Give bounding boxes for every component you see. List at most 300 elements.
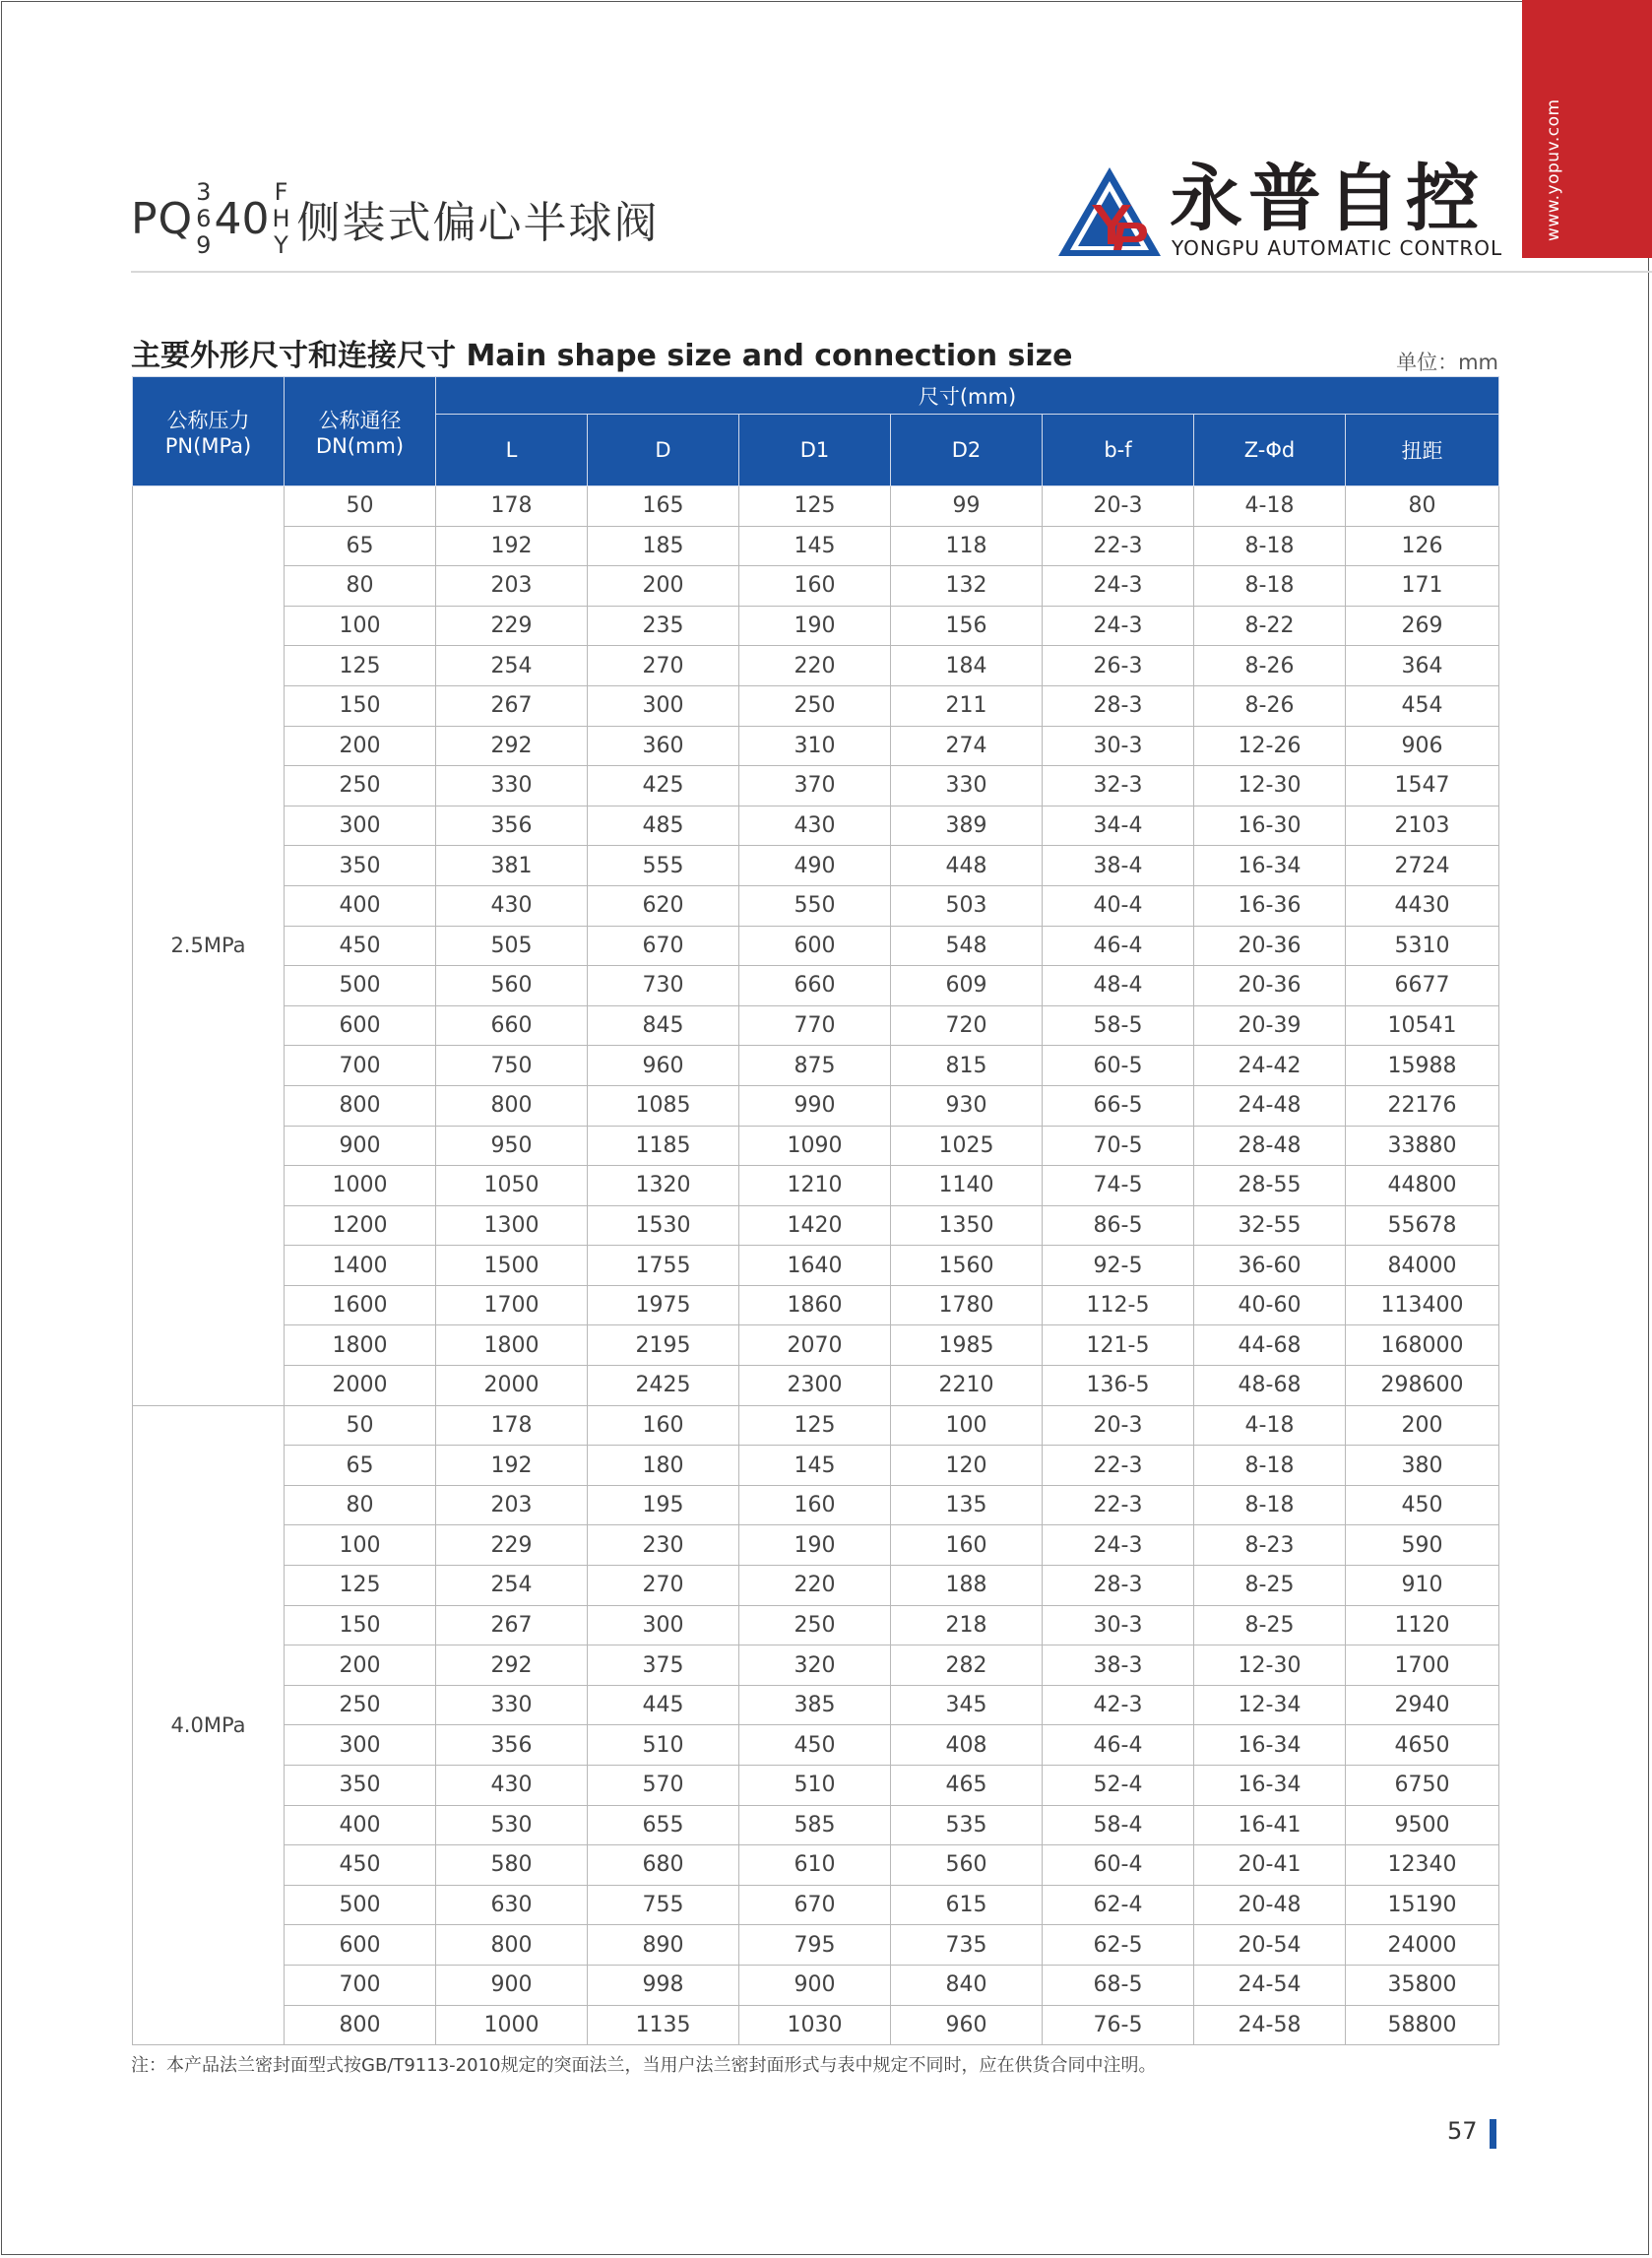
column-header: Z-Φd xyxy=(1194,415,1346,486)
table-cell: 270 xyxy=(588,646,739,686)
table-cell: 12340 xyxy=(1346,1845,1499,1886)
table-row xyxy=(133,806,1499,846)
table-cell: 20-48 xyxy=(1194,1885,1346,1925)
dn-cell: 300 xyxy=(285,806,436,846)
table-row xyxy=(133,1805,1499,1845)
table-cell: 8-22 xyxy=(1194,606,1346,646)
dn-cell: 450 xyxy=(285,926,436,966)
table-cell: 510 xyxy=(588,1725,739,1766)
pressure-cell: 2.5MPa xyxy=(133,486,285,1406)
table-cell: 755 xyxy=(588,1885,739,1925)
table-cell: 320 xyxy=(739,1645,891,1686)
table-cell: 220 xyxy=(739,1566,891,1606)
table-row xyxy=(133,726,1499,766)
table-cell: 8-18 xyxy=(1194,526,1346,566)
table-cell: 112-5 xyxy=(1043,1285,1194,1325)
table-cell: 126 xyxy=(1346,526,1499,566)
table-cell: 28-3 xyxy=(1043,1566,1194,1606)
table-cell: 229 xyxy=(436,1525,588,1566)
table-cell: 113400 xyxy=(1346,1285,1499,1325)
table-cell: 30-3 xyxy=(1043,1605,1194,1645)
dn-cell: 200 xyxy=(285,726,436,766)
table-cell: 381 xyxy=(436,846,588,886)
table-cell: 36-60 xyxy=(1194,1246,1346,1286)
table-cell: 2210 xyxy=(891,1366,1043,1406)
table-cell: 282 xyxy=(891,1645,1043,1686)
table-cell: 2070 xyxy=(739,1325,891,1366)
table-cell: 535 xyxy=(891,1805,1043,1845)
table-cell: 800 xyxy=(436,1925,588,1966)
table-cell: 560 xyxy=(891,1845,1043,1886)
table-cell: 1530 xyxy=(588,1205,739,1246)
table-cell: 292 xyxy=(436,726,588,766)
table-cell: 1975 xyxy=(588,1285,739,1325)
table-cell: 795 xyxy=(739,1925,891,1966)
table-cell: 875 xyxy=(739,1046,891,1086)
table-cell: 192 xyxy=(436,1446,588,1486)
table-cell: 2425 xyxy=(588,1366,739,1406)
table-cell: 660 xyxy=(436,1005,588,1046)
table-cell: 235 xyxy=(588,606,739,646)
table-cell: 156 xyxy=(891,606,1043,646)
dn-cell: 150 xyxy=(285,685,436,726)
table-cell: 8-23 xyxy=(1194,1525,1346,1566)
table-cell: 22176 xyxy=(1346,1085,1499,1126)
dn-cell: 500 xyxy=(285,1885,436,1925)
table-cell: 35800 xyxy=(1346,1965,1499,2005)
table-cell: 20-41 xyxy=(1194,1845,1346,1886)
dn-cell: 100 xyxy=(285,606,436,646)
table-row xyxy=(133,1246,1499,1286)
table-cell: 5310 xyxy=(1346,926,1499,966)
table-cell: 28-55 xyxy=(1194,1166,1346,1206)
table-cell: 33880 xyxy=(1346,1126,1499,1166)
table-cell: 171 xyxy=(1346,566,1499,607)
table-cell: 389 xyxy=(891,806,1043,846)
dn-cell: 1600 xyxy=(285,1285,436,1325)
table-cell: 8-25 xyxy=(1194,1566,1346,1606)
table-cell: 510 xyxy=(739,1766,891,1806)
table-cell: 192 xyxy=(436,526,588,566)
table-cell: 274 xyxy=(891,726,1043,766)
model-letter: Y xyxy=(274,230,288,259)
table-row xyxy=(133,1925,1499,1966)
table-cell: 2940 xyxy=(1346,1685,1499,1725)
table-cell: 8-25 xyxy=(1194,1605,1346,1645)
dn-cell: 800 xyxy=(285,2005,436,2045)
table-cell: 160 xyxy=(891,1525,1043,1566)
table-cell: 135 xyxy=(891,1485,1043,1525)
table-cell: 48-68 xyxy=(1194,1366,1346,1406)
table-cell: 188 xyxy=(891,1566,1043,1606)
table-cell: 2300 xyxy=(739,1366,891,1406)
table-cell: 1700 xyxy=(1346,1645,1499,1686)
table-cell: 750 xyxy=(436,1046,588,1086)
table-row xyxy=(133,1845,1499,1886)
table-row xyxy=(133,1605,1499,1645)
table-row xyxy=(133,606,1499,646)
table-row xyxy=(133,1126,1499,1166)
table-cell: 24-3 xyxy=(1043,1525,1194,1566)
table-row xyxy=(133,1205,1499,1246)
table-cell: 1300 xyxy=(436,1205,588,1246)
table-cell: 178 xyxy=(436,486,588,527)
table-cell: 32-3 xyxy=(1043,766,1194,806)
table-cell: 22-3 xyxy=(1043,1446,1194,1486)
table-cell: 450 xyxy=(1346,1485,1499,1525)
table-cell: 269 xyxy=(1346,606,1499,646)
table-cell: 16-34 xyxy=(1194,1725,1346,1766)
table-cell: 34-4 xyxy=(1043,806,1194,846)
table-row xyxy=(133,966,1499,1006)
table-cell: 60-4 xyxy=(1043,1845,1194,1886)
table-cell: 8-18 xyxy=(1194,566,1346,607)
table-cell: 1320 xyxy=(588,1166,739,1206)
table-cell: 720 xyxy=(891,1005,1043,1046)
table-row xyxy=(133,1685,1499,1725)
table-row xyxy=(133,1285,1499,1325)
section-title: 主要外形尺寸和连接尺寸 Main shape size and connection size xyxy=(131,339,1073,373)
dn-cell: 200 xyxy=(285,1645,436,1686)
table-cell: 229 xyxy=(436,606,588,646)
table-cell: 845 xyxy=(588,1005,739,1046)
footnote: 注：本产品法兰密封面型式按GB/T9113-2010规定的突面法兰，当用户法兰密封面形式与表中规定不同时，应在供货合同中注明。 xyxy=(131,2055,1157,2076)
table-cell: 125 xyxy=(739,486,891,527)
table-cell: 22-3 xyxy=(1043,526,1194,566)
table-cell: 345 xyxy=(891,1685,1043,1725)
header-dn-en: DN(mm) xyxy=(315,434,405,458)
table-cell: 44-68 xyxy=(1194,1325,1346,1366)
table-cell: 4430 xyxy=(1346,885,1499,926)
table-cell: 356 xyxy=(436,806,588,846)
table-cell: 145 xyxy=(739,1446,891,1486)
table-cell: 425 xyxy=(588,766,739,806)
table-cell: 530 xyxy=(436,1805,588,1845)
table-cell: 24-58 xyxy=(1194,2005,1346,2045)
header-divider xyxy=(131,271,1652,273)
pressure-cell: 4.0MPa xyxy=(133,1405,285,2045)
unit-label: 单位：mm xyxy=(1396,351,1498,374)
page-number-bar xyxy=(1490,2119,1496,2149)
table-cell: 380 xyxy=(1346,1446,1499,1486)
table-row xyxy=(133,1046,1499,1086)
table-cell: 24-42 xyxy=(1194,1046,1346,1086)
table-cell: 490 xyxy=(739,846,891,886)
page-number: 57 xyxy=(1447,2117,1478,2145)
table-cell: 580 xyxy=(436,1845,588,1886)
model-letter: F xyxy=(274,177,288,206)
table-cell: 375 xyxy=(588,1645,739,1686)
table-cell: 6677 xyxy=(1346,966,1499,1006)
table-cell: 58800 xyxy=(1346,2005,1499,2045)
table-row xyxy=(133,1005,1499,1046)
table-cell: 99 xyxy=(891,486,1043,527)
table-cell: 670 xyxy=(739,1885,891,1925)
table-cell: 203 xyxy=(436,566,588,607)
table-cell: 505 xyxy=(436,926,588,966)
table-cell: 92-5 xyxy=(1043,1246,1194,1286)
table-row xyxy=(133,1725,1499,1766)
model-digit: 6 xyxy=(196,204,212,232)
header-pn-cn: 公称压力 xyxy=(166,409,250,432)
table-cell: 200 xyxy=(1346,1405,1499,1446)
table-cell: 292 xyxy=(436,1645,588,1686)
table-cell: 12-34 xyxy=(1194,1685,1346,1725)
table-cell: 230 xyxy=(588,1525,739,1566)
table-cell: 998 xyxy=(588,1965,739,2005)
model-prefix: PQ xyxy=(131,193,194,244)
table-cell: 30-3 xyxy=(1043,726,1194,766)
dn-cell: 1000 xyxy=(285,1166,436,1206)
table-cell: 585 xyxy=(739,1805,891,1845)
table-cell: 24-3 xyxy=(1043,606,1194,646)
table-cell: 48-4 xyxy=(1043,966,1194,1006)
table-cell: 22-3 xyxy=(1043,1485,1194,1525)
table-cell: 203 xyxy=(436,1485,588,1525)
dn-cell: 80 xyxy=(285,1485,436,1525)
table-row xyxy=(133,1766,1499,1806)
dn-cell: 400 xyxy=(285,885,436,926)
dn-cell: 700 xyxy=(285,1046,436,1086)
dn-cell: 600 xyxy=(285,1005,436,1046)
table-cell: 160 xyxy=(739,566,891,607)
table-cell: 55678 xyxy=(1346,1205,1499,1246)
table-cell: 160 xyxy=(588,1405,739,1446)
website-url[interactable]: www.yopuv.com xyxy=(1544,98,1563,242)
table-cell: 910 xyxy=(1346,1566,1499,1606)
table-row xyxy=(133,1446,1499,1486)
column-header: D1 xyxy=(739,415,891,486)
dn-cell: 800 xyxy=(285,1085,436,1126)
table-cell: 24000 xyxy=(1346,1925,1499,1966)
table-cell: 430 xyxy=(739,806,891,846)
table-cell: 195 xyxy=(588,1485,739,1525)
table-cell: 20-39 xyxy=(1194,1005,1346,1046)
table-cell: 590 xyxy=(1346,1525,1499,1566)
dn-cell: 65 xyxy=(285,1446,436,1486)
header-dimensions: 尺寸(mm) xyxy=(436,377,1499,415)
table-cell: 44800 xyxy=(1346,1166,1499,1206)
table-cell: 12-30 xyxy=(1194,766,1346,806)
table-row xyxy=(133,486,1499,527)
table-cell: 615 xyxy=(891,1885,1043,1925)
table-cell: 890 xyxy=(588,1925,739,1966)
dn-cell: 150 xyxy=(285,1605,436,1645)
table-cell: 16-34 xyxy=(1194,846,1346,886)
table-cell: 40-4 xyxy=(1043,885,1194,926)
table-cell: 58-5 xyxy=(1043,1005,1194,1046)
model-digit: 3 xyxy=(196,177,212,206)
table-cell: 900 xyxy=(436,1965,588,2005)
table-cell: 84000 xyxy=(1346,1246,1499,1286)
table-cell: 211 xyxy=(891,685,1043,726)
table-cell: 132 xyxy=(891,566,1043,607)
table-cell: 52-4 xyxy=(1043,1766,1194,1806)
table-cell: 62-4 xyxy=(1043,1885,1194,1925)
dn-cell: 350 xyxy=(285,1766,436,1806)
dn-cell: 1800 xyxy=(285,1325,436,1366)
dn-cell: 100 xyxy=(285,1525,436,1566)
table-cell: 42-3 xyxy=(1043,1685,1194,1725)
header-pn xyxy=(133,377,285,486)
table-row xyxy=(133,1885,1499,1925)
table-cell: 2195 xyxy=(588,1325,739,1366)
table-cell: 960 xyxy=(588,1046,739,1086)
table-cell: 1700 xyxy=(436,1285,588,1325)
table-cell: 15988 xyxy=(1346,1046,1499,1086)
table-cell: 10541 xyxy=(1346,1005,1499,1046)
dn-cell: 500 xyxy=(285,966,436,1006)
table-cell: 1755 xyxy=(588,1246,739,1286)
table-cell: 1800 xyxy=(436,1325,588,1366)
table-cell: 1185 xyxy=(588,1126,739,1166)
table-cell: 121-5 xyxy=(1043,1325,1194,1366)
dn-cell: 900 xyxy=(285,1126,436,1166)
table-cell: 125 xyxy=(739,1405,891,1446)
table-cell: 298600 xyxy=(1346,1366,1499,1406)
table-cell: 2000 xyxy=(436,1366,588,1406)
table-row xyxy=(133,1085,1499,1126)
table-cell: 6750 xyxy=(1346,1766,1499,1806)
table-row xyxy=(133,1566,1499,1606)
table-cell: 4-18 xyxy=(1194,486,1346,527)
table-cell: 1420 xyxy=(739,1205,891,1246)
table-cell: 16-41 xyxy=(1194,1805,1346,1845)
table-row xyxy=(133,1485,1499,1525)
column-header: D xyxy=(588,415,739,486)
table-cell: 356 xyxy=(436,1725,588,1766)
table-cell: 360 xyxy=(588,726,739,766)
table-cell: 385 xyxy=(739,1685,891,1725)
table-cell: 16-36 xyxy=(1194,885,1346,926)
table-row xyxy=(133,646,1499,686)
table-cell: 190 xyxy=(739,606,891,646)
table-cell: 1135 xyxy=(588,2005,739,2045)
table-cell: 370 xyxy=(739,766,891,806)
table-cell: 1210 xyxy=(739,1166,891,1206)
table-cell: 20-54 xyxy=(1194,1925,1346,1966)
table-cell: 62-5 xyxy=(1043,1925,1194,1966)
table-cell: 28-48 xyxy=(1194,1126,1346,1166)
table-cell: 2103 xyxy=(1346,806,1499,846)
brand-logo-icon xyxy=(1056,165,1163,258)
table-cell: 548 xyxy=(891,926,1043,966)
table-cell: 178 xyxy=(436,1405,588,1446)
dn-cell: 600 xyxy=(285,1925,436,1966)
table-row xyxy=(133,1405,1499,1446)
table-cell: 1050 xyxy=(436,1166,588,1206)
table-cell: 660 xyxy=(739,966,891,1006)
table-cell: 15190 xyxy=(1346,1885,1499,1925)
table-cell: 1085 xyxy=(588,1085,739,1126)
table-cell: 330 xyxy=(436,766,588,806)
model-stack-letters xyxy=(272,179,289,259)
table-cell: 670 xyxy=(588,926,739,966)
table-cell: 1025 xyxy=(891,1126,1043,1166)
column-header: D2 xyxy=(891,415,1043,486)
table-cell: 185 xyxy=(588,526,739,566)
table-cell: 120 xyxy=(891,1446,1043,1486)
table-cell: 1500 xyxy=(436,1246,588,1286)
table-cell: 900 xyxy=(739,1965,891,2005)
table-cell: 465 xyxy=(891,1766,1043,1806)
table-cell: 145 xyxy=(739,526,891,566)
table-cell: 12-26 xyxy=(1194,726,1346,766)
table-cell: 815 xyxy=(891,1046,1043,1086)
table-cell: 555 xyxy=(588,846,739,886)
table-cell: 800 xyxy=(436,1085,588,1126)
table-row xyxy=(133,885,1499,926)
table-cell: 20-36 xyxy=(1194,966,1346,1006)
dn-cell: 400 xyxy=(285,1805,436,1845)
table-cell: 20-3 xyxy=(1043,1405,1194,1446)
table-cell: 950 xyxy=(436,1126,588,1166)
header-dn-cn: 公称通径 xyxy=(318,409,402,432)
table-cell: 254 xyxy=(436,1566,588,1606)
table-cell: 40-60 xyxy=(1194,1285,1346,1325)
table-cell: 550 xyxy=(739,885,891,926)
product-name: 侧装式偏心半球阀 xyxy=(296,198,660,248)
table-cell: 190 xyxy=(739,1525,891,1566)
table-cell: 735 xyxy=(891,1925,1043,1966)
table-cell: 960 xyxy=(891,2005,1043,2045)
dn-cell: 250 xyxy=(285,1685,436,1725)
table-cell: 76-5 xyxy=(1043,2005,1194,2045)
dimension-table xyxy=(132,376,1499,2045)
table-cell: 1860 xyxy=(739,1285,891,1325)
table-row xyxy=(133,566,1499,607)
table-cell: 38-4 xyxy=(1043,846,1194,886)
dn-cell: 50 xyxy=(285,1405,436,1446)
dn-cell: 125 xyxy=(285,646,436,686)
table-row xyxy=(133,846,1499,886)
table-cell: 28-3 xyxy=(1043,685,1194,726)
table-cell: 408 xyxy=(891,1725,1043,1766)
table-cell: 450 xyxy=(739,1725,891,1766)
model-letter: H xyxy=(272,204,290,232)
table-cell: 630 xyxy=(436,1885,588,1925)
table-cell: 70-5 xyxy=(1043,1126,1194,1166)
table-cell: 60-5 xyxy=(1043,1046,1194,1086)
table-cell: 4650 xyxy=(1346,1725,1499,1766)
table-cell: 445 xyxy=(588,1685,739,1725)
table-row xyxy=(133,1525,1499,1566)
table-cell: 840 xyxy=(891,1965,1043,2005)
table-cell: 46-4 xyxy=(1043,1725,1194,1766)
table-cell: 930 xyxy=(891,1085,1043,1126)
dn-cell: 350 xyxy=(285,846,436,886)
table-cell: 454 xyxy=(1346,685,1499,726)
table-cell: 448 xyxy=(891,846,1043,886)
table-cell: 46-4 xyxy=(1043,926,1194,966)
dn-cell: 80 xyxy=(285,566,436,607)
table-row xyxy=(133,926,1499,966)
table-cell: 24-54 xyxy=(1194,1965,1346,2005)
table-cell: 118 xyxy=(891,526,1043,566)
table-cell: 485 xyxy=(588,806,739,846)
table-cell: 8-18 xyxy=(1194,1485,1346,1525)
table-cell: 8-26 xyxy=(1194,646,1346,686)
dn-cell: 50 xyxy=(285,486,436,527)
table-row xyxy=(133,1366,1499,1406)
table-cell: 9500 xyxy=(1346,1805,1499,1845)
table-cell: 1547 xyxy=(1346,766,1499,806)
header-pn-en: PN(MPa) xyxy=(164,434,252,458)
dn-cell: 2000 xyxy=(285,1366,436,1406)
table-cell: 570 xyxy=(588,1766,739,1806)
table-cell: 1140 xyxy=(891,1166,1043,1206)
dn-cell: 300 xyxy=(285,1725,436,1766)
